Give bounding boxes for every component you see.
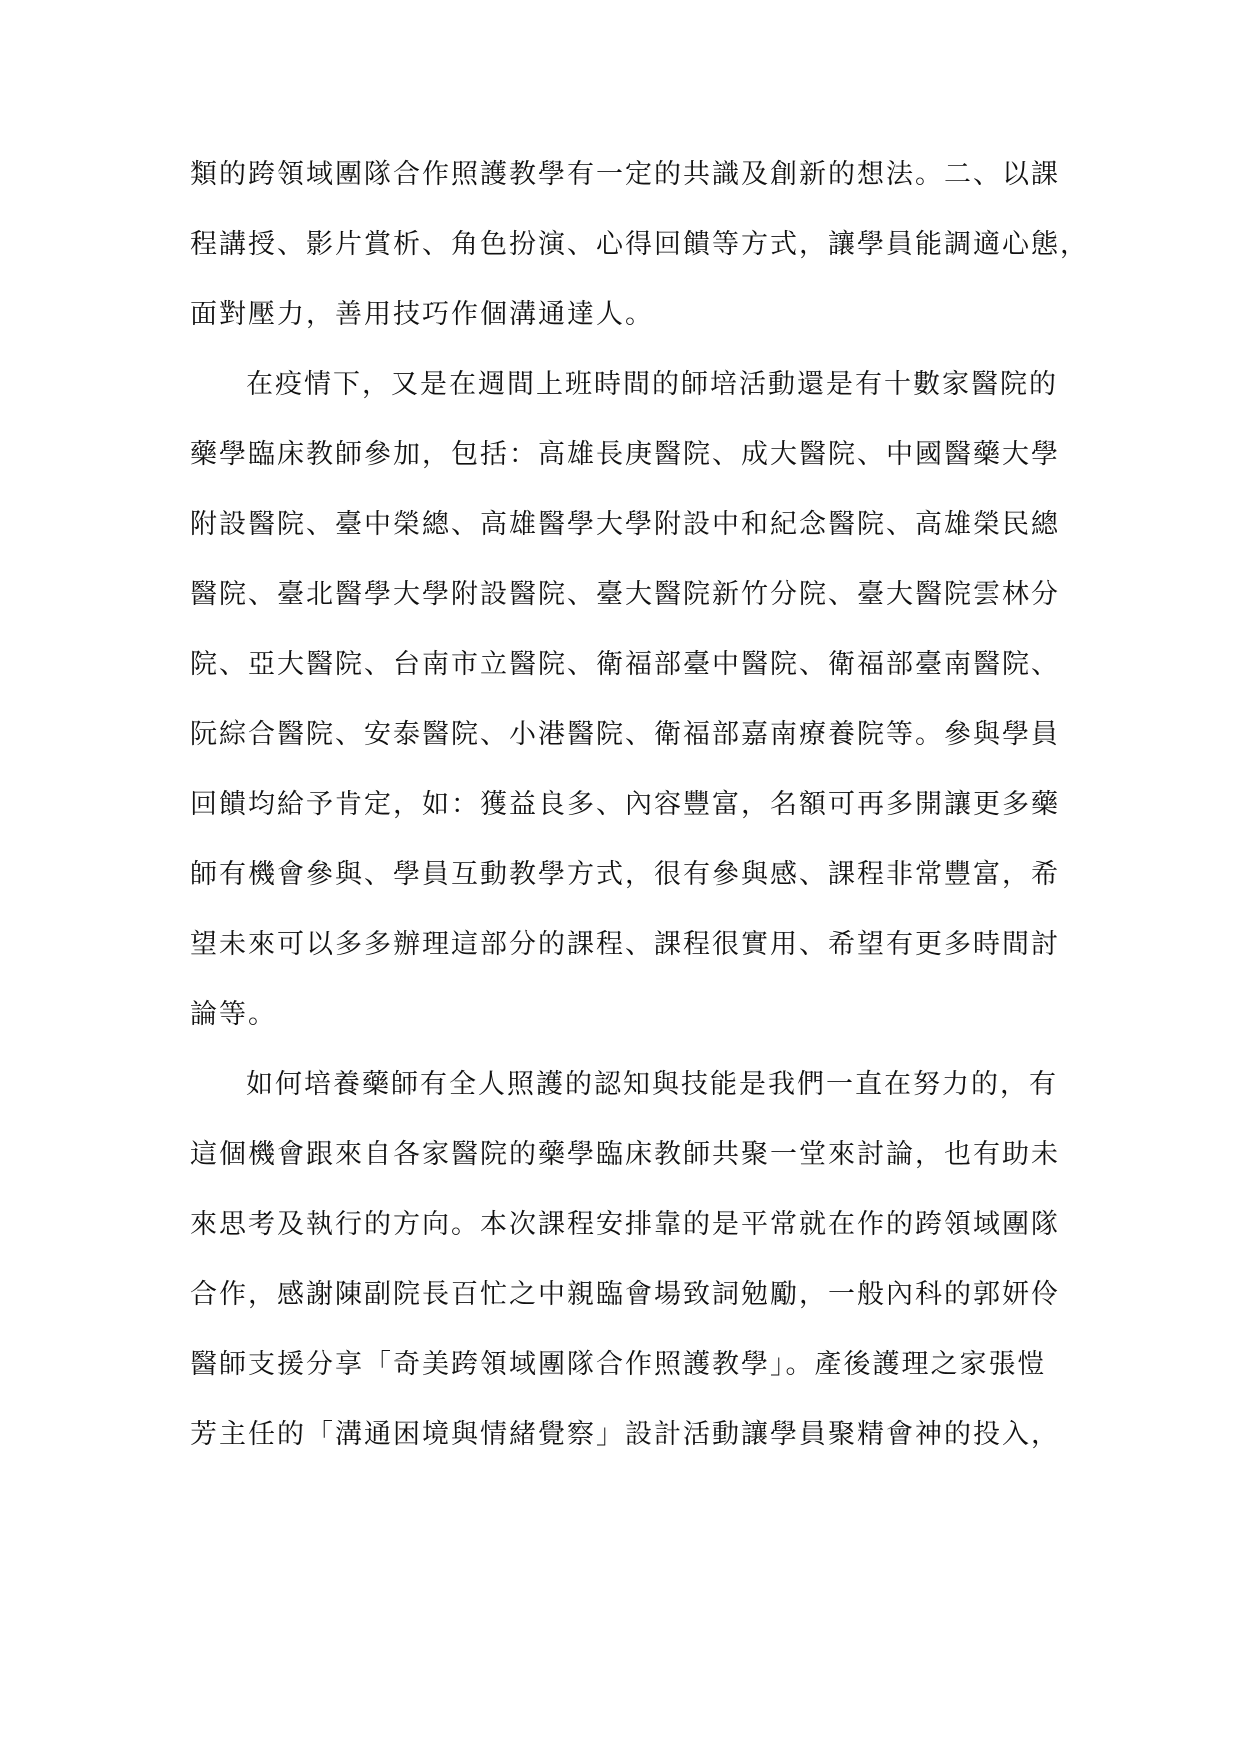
paragraph-line: 望未來可以多多辦理這部分的課程、課程很實用、希望有更多時間討 xyxy=(190,929,1060,960)
paragraph-line: 如何培養藥師有全人照護的認知與技能是我們一直在努力的，有 xyxy=(246,1069,1058,1100)
paragraph-line: 類的跨領域團隊合作照護教學有一定的共識及創新的想法。二、以課 xyxy=(190,159,1060,190)
paragraph-line: 醫師支援分享「奇美跨領域團隊合作照護教學」。產後護理之家張愷 xyxy=(190,1349,1047,1380)
paragraph-line: 論等。 xyxy=(190,999,277,1030)
paragraph-line: 附設醫院、臺中榮總、高雄醫學大學附設中和紀念醫院、高雄榮民總 xyxy=(190,509,1060,540)
paragraph-line: 回饋均給予肯定，如：獲益良多、內容豐富，名額可再多開讓更多藥 xyxy=(190,789,1060,820)
paragraph-line: 程講授、影片賞析、角色扮演、心得回饋等方式，讓學員能調適心態， xyxy=(190,229,1089,260)
body-text xyxy=(190,159,1089,1490)
paragraph-line: 來思考及執行的方向。本次課程安排靠的是平常就在作的跨領域團隊 xyxy=(190,1209,1060,1240)
paragraph-line: 醫院、臺北醫學大學附設醫院、臺大醫院新竹分院、臺大醫院雲林分 xyxy=(190,579,1060,610)
paragraph-line: 芳主任的「溝通困境與情緒覺察」設計活動讓學員聚精會神的投入， xyxy=(190,1419,1060,1450)
paragraph-line: 面對壓力，善用技巧作個溝通達人。 xyxy=(190,299,654,330)
paragraph-line: 在疫情下，又是在週間上班時間的師培活動還是有十數家醫院的 xyxy=(246,369,1058,400)
paragraph-line: 合作，感謝陳副院長百忙之中親臨會場致詞勉勵，一般內科的郭妍伶 xyxy=(190,1279,1060,1310)
paragraph-line: 師有機會參與、學員互動教學方式，很有參與感、課程非常豐富，希 xyxy=(190,859,1060,890)
paragraph-line: 這個機會跟來自各家醫院的藥學臨床教師共聚一堂來討論，也有助未 xyxy=(190,1139,1060,1170)
paragraph-line: 阮綜合醫院、安泰醫院、小港醫院、衛福部嘉南療養院等。參與學員 xyxy=(190,719,1060,750)
paragraph-line: 藥學臨床教師參加，包括：高雄長庚醫院、成大醫院、中國醫藥大學 xyxy=(190,439,1060,470)
paragraph-line: 院、亞大醫院、台南市立醫院、衛福部臺中醫院、衛福部臺南醫院、 xyxy=(190,649,1060,680)
